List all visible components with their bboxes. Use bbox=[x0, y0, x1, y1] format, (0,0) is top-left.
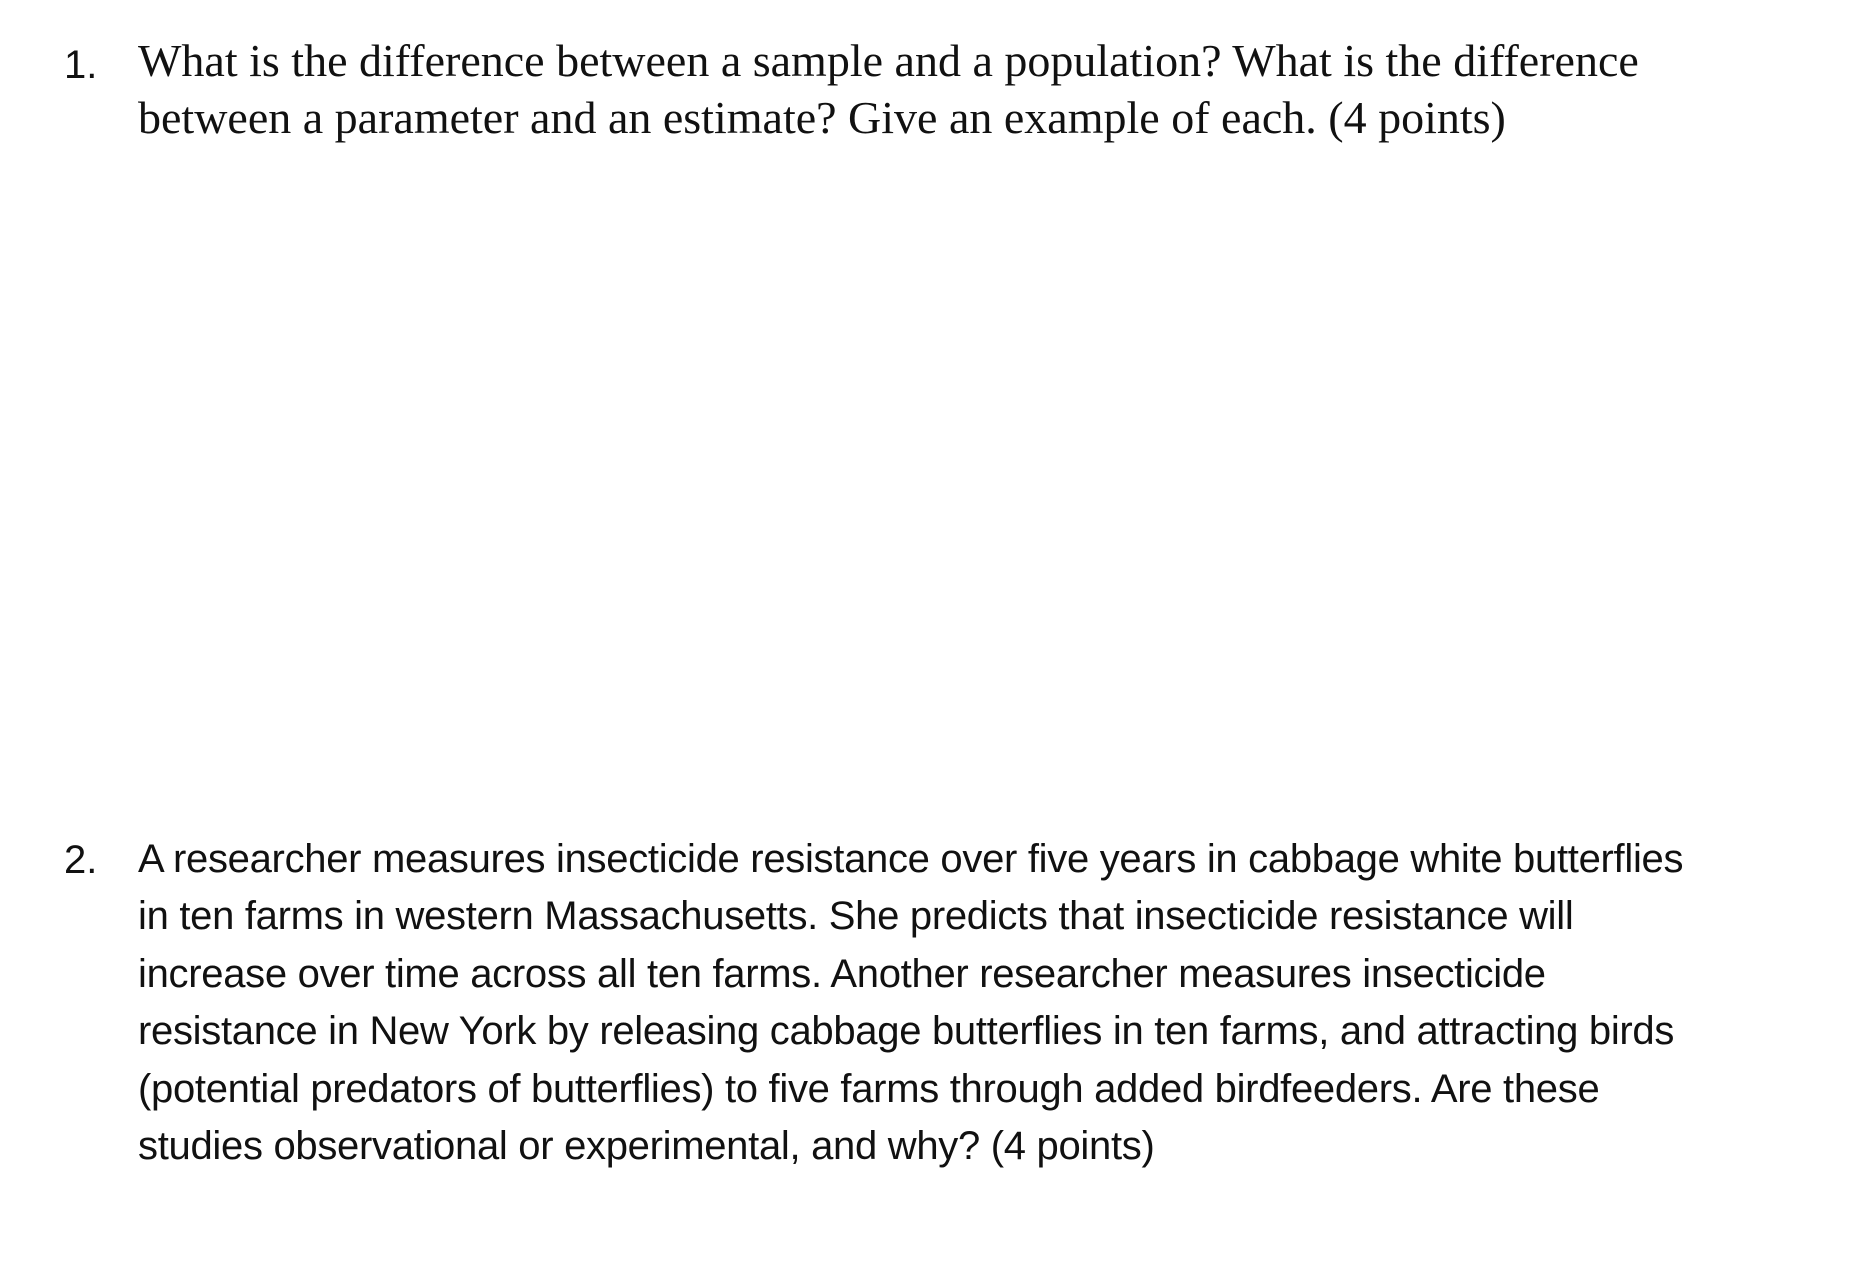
question-line: A researcher measures insecticide resistance over five years in cabbage white butterflies bbox=[138, 837, 1684, 881]
question-line: in ten farms in western Massachusetts. She predicts that insecticide resistance will bbox=[138, 894, 1574, 939]
question-line: increase over time across all ten farms. Another researcher measures insecticide bbox=[138, 951, 1546, 996]
question-text bbox=[138, 32, 1639, 146]
question-line: resistance in New York by releasing cabbage butterflies in ten farms, and attracting birds bbox=[138, 1009, 1675, 1054]
question-line: (potential predators of butterflies) to five farms through added birdfeeders. Are these bbox=[138, 1066, 1600, 1111]
question-line: between a parameter and an estimate? Give an example of each. (4 points) bbox=[138, 92, 1506, 143]
question-number: 1. bbox=[64, 43, 98, 87]
question-text bbox=[138, 831, 1683, 1175]
question-number: 2. bbox=[64, 838, 98, 882]
question-line: studies observational or experimental, and why? (4 points) bbox=[138, 1124, 1155, 1169]
question-line: What is the difference between a sample and a population? What is the difference bbox=[138, 35, 1639, 86]
